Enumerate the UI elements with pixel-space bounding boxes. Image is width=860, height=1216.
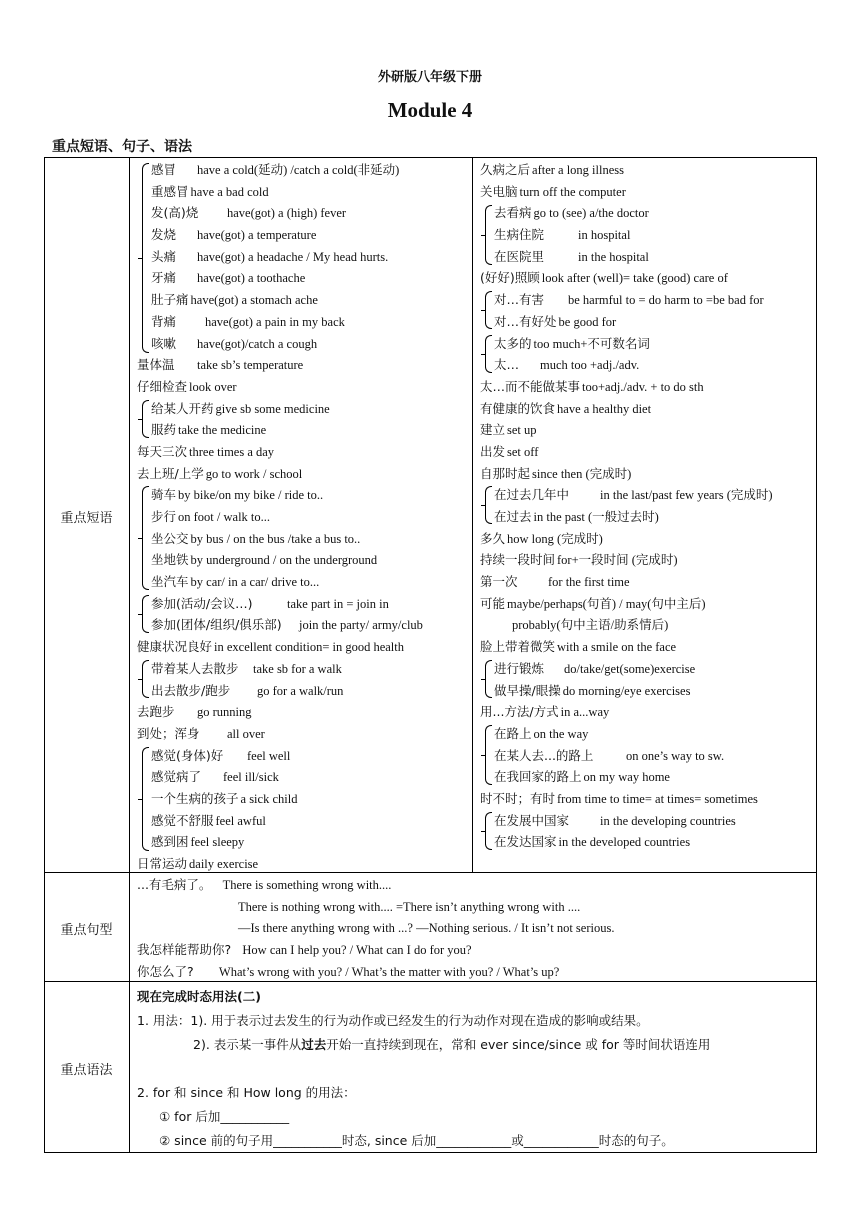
phrase-chinese: 重感冒 <box>151 183 189 199</box>
phrase-english: take part in = join in <box>287 596 389 611</box>
phrase-chinese: 带着某人去散步 <box>151 660 239 676</box>
phrase-row <box>137 419 423 441</box>
phrase-english: daily exercise <box>189 857 259 871</box>
phrase-english: for the first time <box>548 575 630 590</box>
phrase-english: have a healthy diet <box>557 401 652 416</box>
phrase-row <box>137 246 423 268</box>
phrase-row <box>137 398 423 420</box>
phrase-english: with a smile on the face <box>557 640 677 655</box>
phrase-english: set up <box>507 423 537 438</box>
phrase-english: have(got)/catch a cough <box>197 336 318 351</box>
phrase-chinese: 对…有害 <box>494 292 545 308</box>
phrase-chinese: 每天三次 <box>137 443 188 459</box>
phrase-chinese: 脸上带着微笑 <box>480 639 556 655</box>
phrase-chinese: 去看病 <box>494 205 532 221</box>
phrase-english: in hospital <box>578 228 631 243</box>
phrase-chinese: 一个生病的孩子 <box>151 790 239 806</box>
phrase-chinese: 出发 <box>480 443 506 459</box>
phrase-chinese: 量体温 <box>137 357 175 373</box>
phrase-english: in the last/past few years (完成时) <box>600 488 773 503</box>
phrase-chinese: 服药 <box>151 422 177 438</box>
phrase-chinese: 建立 <box>480 422 506 438</box>
phrase-chinese: 到处；浑身 <box>137 725 200 741</box>
phrase-english: take sb for a walk <box>253 661 342 676</box>
phrase-chinese: 在我回家的路上 <box>494 769 582 785</box>
grammar-blank-since: ② since 前的句子用___________时态, since 后加____________或____________时态的句子。 <box>159 1133 674 1148</box>
phrase-english: on the way <box>533 726 589 741</box>
phrase-english: by bus / on the bus /take a bus to.. <box>190 531 361 546</box>
phrase-row <box>480 788 773 810</box>
phrase-english: too much+不可数名词 <box>533 336 650 351</box>
phrase-english: look after (well)= take (good) care of <box>541 271 728 286</box>
section-heading: 重点短语、句子、语法 <box>52 139 192 155</box>
phrase-chinese: 在某人去...的路上 <box>494 747 594 763</box>
phrase-chinese: 参加(活动/会议…) <box>151 595 253 611</box>
sentence-line: —Is there anything wrong with ...? —Nothing serious. / It isn’t not serious. <box>238 921 615 936</box>
phrase-row <box>480 484 773 506</box>
phrase-chinese: 对…有好处 <box>494 313 557 329</box>
phrase-english: probably(句中主语/助系情后) <box>512 618 669 633</box>
phrase-english: join the party/ army/club <box>299 618 423 633</box>
phrase-chinese: 感觉不舒服 <box>151 812 214 828</box>
phrase-chinese: 感觉(身体)好 <box>151 747 224 763</box>
phrase-chinese: 日常运动 <box>137 856 188 871</box>
phrase-english: go for a walk/run <box>257 683 344 698</box>
sentence-line: 我怎样能帮助你? How can I help you? / What can I do for you? <box>137 942 472 958</box>
phrase-english: maybe/perhaps(句首) / may(句中主后) <box>507 596 706 611</box>
sentence-line: ...有毛病了。 There is something wrong with.... <box>137 877 392 892</box>
phrase-row <box>480 289 773 311</box>
phrase-row <box>137 181 423 203</box>
phrase-row <box>480 398 773 420</box>
phrase-english: on my way home <box>583 770 670 785</box>
phrase-chinese: 参加(团体/组织/俱乐部) <box>151 617 282 633</box>
phrase-row <box>137 723 423 745</box>
phrase-chinese: 咳嗽 <box>151 335 177 351</box>
phrase-chinese: 去上班/上学 <box>137 465 204 481</box>
phrase-english: have a bad cold <box>190 184 269 199</box>
phrase-chinese: 坐公交 <box>151 530 189 546</box>
phrase-row <box>480 267 773 289</box>
phrase-chinese: 时不时；有时 <box>480 790 556 806</box>
phrase-chinese: 在医院里 <box>494 248 545 264</box>
phrase-row <box>137 528 423 550</box>
phrase-english: in the hospital <box>578 249 649 264</box>
phrase-chinese: 关电脑 <box>480 183 518 199</box>
phrase-chinese: 太… <box>494 357 520 373</box>
phrase-english: feel well <box>247 748 291 763</box>
phrase-row <box>137 159 423 181</box>
phrase-row <box>137 853 423 875</box>
phrase-row <box>480 766 773 788</box>
phrase-english: turn off the computer <box>519 184 626 199</box>
phrase-row <box>137 831 423 853</box>
phrase-row <box>137 289 423 311</box>
phrase-chinese: 感冒 <box>151 162 177 177</box>
phrase-chinese: 步行 <box>151 509 177 524</box>
grammar-question-2: 2. for 和 since 和 How long 的用法： <box>137 1085 356 1100</box>
phrase-row <box>137 636 423 658</box>
phrase-chinese: 做早操/眼操 <box>494 682 561 698</box>
grammar-usage-2: 2). 表示某一事件从过去开始一直持续到现在，常和 ever since/since 或 for 等时间状语连用 <box>193 1037 711 1052</box>
grammar-blank-for: ① for 后加___________ <box>159 1109 290 1124</box>
phrase-row <box>480 181 773 203</box>
phrase-row <box>137 701 423 723</box>
document-subtitle: 外研版八年级下册 <box>377 70 482 85</box>
phrase-english: by car/ in a car/ drive to... <box>190 575 320 590</box>
phrase-row <box>137 354 423 376</box>
phrase-english: in a...way <box>560 705 610 720</box>
phrase-row <box>480 549 773 571</box>
phrase-row <box>137 593 423 615</box>
phrase-english: have(got) a (high) fever <box>227 206 347 221</box>
phrase-english: do morning/eye exercises <box>562 683 691 698</box>
phrase-row <box>480 441 773 463</box>
phrases-label: 重点短语 <box>60 511 113 526</box>
phrase-row <box>480 159 773 181</box>
phrase-english: a sick child <box>240 791 298 806</box>
phrase-chinese: 在过去 <box>494 509 532 524</box>
phrase-row <box>480 333 773 355</box>
phrase-row <box>137 658 423 680</box>
phrase-english: go to work / school <box>205 466 303 481</box>
phrase-english: be good for <box>558 314 617 329</box>
phrase-chinese: 坐汽车 <box>151 574 189 590</box>
phrase-row <box>480 354 773 376</box>
phrase-chinese: 感觉病了 <box>151 769 202 785</box>
phrase-row <box>480 571 773 593</box>
phrase-english: on one’s way to sw. <box>626 748 725 763</box>
phrase-chinese: 坐地铁 <box>151 552 189 568</box>
phrase-english: in the past (一般过去时) <box>533 510 659 524</box>
sentences-label: 重点句型 <box>60 923 113 938</box>
phrase-row <box>137 267 423 289</box>
phrase-row <box>480 202 773 224</box>
phrase-english: have(got) a temperature <box>197 228 317 243</box>
phrase-english: do/take/get(some)exercise <box>564 661 696 676</box>
phrase-english: in the developed countries <box>558 835 691 850</box>
phrase-chinese: 用...方法/方式 <box>480 704 559 720</box>
phrase-row <box>480 745 773 767</box>
phrase-english: since then (完成时) <box>532 466 632 481</box>
phrase-english: too+adj./adv. + to do sth <box>582 379 704 394</box>
phrase-chinese: 可能 <box>480 595 506 611</box>
phrase-chinese: 在发展中国家 <box>494 812 570 828</box>
sentence-patterns <box>137 874 614 982</box>
phrase-row <box>137 202 423 224</box>
label-divider <box>129 157 130 1153</box>
phrase-english: set off <box>507 444 539 459</box>
grammar-section <box>137 985 710 1153</box>
sentence-line: 你怎么了? What’s wrong with you? / What’s the matter with you? / What’s up? <box>137 963 560 979</box>
phrase-row <box>480 636 773 658</box>
phrase-chinese: 骑车 <box>151 487 177 503</box>
phrase-row <box>137 745 423 767</box>
phrase-chinese: 健康状况良好 <box>137 639 213 655</box>
phrase-row <box>137 333 423 355</box>
phrase-row <box>137 614 423 636</box>
phrase-english: much too +adj./adv. <box>540 358 640 373</box>
phrase-english: three times a day <box>189 444 275 459</box>
phrase-english: feel ill/sick <box>223 770 279 785</box>
phrase-row <box>137 571 423 593</box>
phrase-english: have a cold(延动) /catch a cold(非延动) <box>197 163 400 177</box>
phrase-chinese: 进行锻炼 <box>494 660 545 676</box>
phrase-chinese: 第一次 <box>480 574 518 590</box>
phrase-row <box>480 701 773 723</box>
phrase-english: all over <box>227 726 265 741</box>
phrase-chinese: 在发达国家 <box>494 834 557 850</box>
phrase-row <box>137 810 423 832</box>
phrase-row <box>137 549 423 571</box>
phrase-row <box>137 441 423 463</box>
phrase-english: from time to time= at times= sometimes <box>557 791 758 806</box>
phrase-english: have(got) a pain in my back <box>205 314 345 329</box>
phrase-row <box>480 810 773 832</box>
phrase-english: on foot / walk to... <box>178 510 271 524</box>
phrase-english: go to (see) a/the doctor <box>533 206 649 221</box>
phrase-row <box>480 463 773 485</box>
phrase-chinese: (好好)照顾 <box>480 270 540 286</box>
phrase-chinese: 仔细检查 <box>137 378 188 394</box>
phrase-row <box>137 766 423 788</box>
phrase-chinese: 自那时起 <box>480 465 531 481</box>
phrase-english: by underground / on the underground <box>190 553 378 568</box>
phrase-english: take the medicine <box>178 423 267 438</box>
phrase-english: after a long illness <box>532 163 625 177</box>
phrase-chinese: 在路上 <box>494 725 532 741</box>
phrase-row <box>480 506 773 528</box>
grammar-usage-1: 1. 用法：1). 用于表示过去发生的行为动作或已经发生的行为动作对现在造成的影响或结果。 <box>137 1013 649 1028</box>
phrase-english: have(got) a headache / My head hurts. <box>197 249 389 264</box>
phrase-english: in the developing countries <box>600 813 736 828</box>
phrase-col-divider <box>472 157 473 872</box>
phrase-row <box>480 419 773 441</box>
phrase-chinese: 太多的 <box>494 335 532 351</box>
phrase-english: take sb’s temperature <box>197 358 304 373</box>
phrase-row <box>480 614 773 636</box>
phrase-english: feel awful <box>215 813 266 828</box>
phrases-right-column <box>480 159 773 853</box>
phrase-chinese: 久病之后 <box>480 162 531 177</box>
grammar-heading: 现在完成时态用法(二) <box>137 989 261 1004</box>
phrase-row <box>137 463 423 485</box>
phrase-chinese: 感到困 <box>151 834 189 850</box>
phrase-chinese: 肚子痛 <box>151 292 189 308</box>
phrase-row <box>480 723 773 745</box>
phrase-row <box>480 680 773 702</box>
phrase-english: look over <box>189 379 237 394</box>
phrase-english: go running <box>197 705 252 720</box>
phrase-english: feel sleepy <box>190 835 245 850</box>
phrase-chinese: 给某人开药 <box>151 400 214 416</box>
phrase-chinese: 多久 <box>480 530 506 546</box>
phrase-row <box>137 224 423 246</box>
sentence-line: There is nothing wrong with.... =There isn’t anything wrong with .... <box>238 899 581 914</box>
phrase-chinese: 生病住院 <box>494 227 545 243</box>
phrase-row <box>137 484 423 506</box>
phrase-row <box>480 528 773 550</box>
phrase-row <box>480 376 773 398</box>
phrase-row <box>480 593 773 615</box>
grammar-label: 重点语法 <box>60 1063 113 1078</box>
phrases-left-column <box>137 159 423 875</box>
phrase-row <box>137 376 423 398</box>
phrase-chinese: 头痛 <box>151 248 177 264</box>
phrase-row <box>480 831 773 853</box>
phrase-row <box>137 788 423 810</box>
phrase-chinese: 去跑步 <box>137 704 175 720</box>
phrase-chinese: 在过去几年中 <box>494 487 570 503</box>
phrase-chinese: 发烧 <box>151 227 177 243</box>
phrase-english: have(got) a toothache <box>197 271 306 286</box>
document-title: Module 4 <box>387 98 473 122</box>
phrase-chinese: 太…而不能做某事 <box>480 378 581 394</box>
phrase-chinese: 出去散步/跑步 <box>151 682 231 698</box>
phrase-english: be harmful to = do harm to =be bad for <box>568 293 764 308</box>
phrase-chinese: 牙痛 <box>151 270 177 286</box>
phrase-row <box>480 658 773 680</box>
phrase-row <box>137 506 423 528</box>
phrase-row <box>137 680 423 702</box>
phrase-chinese: 有健康的饮食 <box>480 400 556 416</box>
phrase-english: how long (完成时) <box>507 531 603 546</box>
phrase-chinese: 持续一段时间 <box>480 552 556 568</box>
phrase-row <box>480 224 773 246</box>
phrase-row <box>137 311 423 333</box>
phrase-english: give sb some medicine <box>215 401 330 416</box>
phrase-row <box>480 311 773 333</box>
phrase-chinese: 发(高)烧 <box>151 205 199 221</box>
phrase-english: have(got) a stomach ache <box>190 293 318 308</box>
phrase-english: for+一段时间 (完成时) <box>557 553 678 568</box>
phrase-chinese: 背痛 <box>151 313 177 329</box>
phrase-english: in excellent condition= in good health <box>214 640 405 655</box>
phrase-english: by bike/on my bike / ride to.. <box>178 488 324 503</box>
phrase-row <box>480 246 773 268</box>
